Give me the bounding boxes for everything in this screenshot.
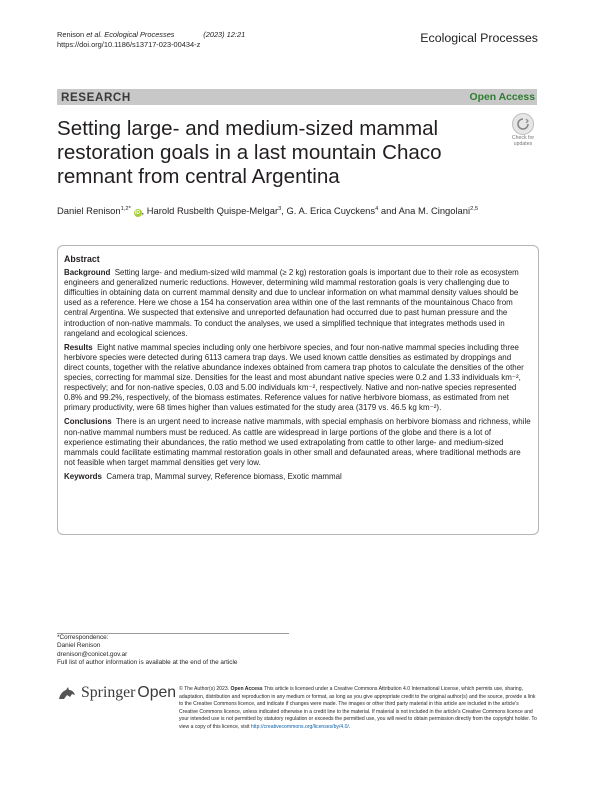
author-name: Ana M. Cingolani [398,205,471,216]
abstract-background [64,268,532,339]
author-separator: , [281,205,287,216]
citation-year-volume: (2023) 12:21 [203,30,246,39]
author-name: Harold Rusbelth Quispe-Melgar [146,205,279,216]
badge-line2: updates [513,140,533,147]
correspondence-block [57,634,237,668]
orcid-icon[interactable]: iD [135,210,141,216]
article-type-label: RESEARCH [61,90,131,104]
author-affiliation: 4 [375,205,379,212]
conclusions-text: There is an urgent need to increase native mammals, with special emphasis on herbivore biomass and richness, while non-native mammal numbers must be reduced. As cattle are widespread in large portions of the globe and there is a lot of experience estimating their abundances, the ratio method we used extrapolating from cattle to other large- and medium-sized mammals could facilitate estimating mammal restoration goals in other small and defaunated areas, where traditional methods are not feasible when target mammal densities get very low. [64,417,531,467]
citation-author: Renison [57,30,85,39]
author-list [57,205,537,217]
doi-link[interactable]: https://doi.org/10.1186/s13717-023-00434-z [57,39,201,49]
keywords-text: Camera trap, Mammal survey, Reference biomass, Exotic mammal [106,471,342,481]
license-end: . [348,723,351,730]
abstract-keywords [64,472,532,482]
author-affiliation: 1,2* [120,205,131,212]
copyright-text: © The Author(s) 2023. [179,686,230,692]
license-url-link[interactable]: http://creativecommons.org/licenses/by/4.0/ [250,723,349,730]
publisher-logo [57,684,176,702]
author-name: G. A. Erica Cuyckens [286,205,376,216]
publisher-suffix: Open [137,684,177,701]
keywords-label: Keywords [64,471,102,481]
article-type-band [57,89,537,105]
license-text-block [179,686,538,731]
abstract-results [64,343,532,414]
running-header-citation [57,30,245,49]
background-text: Setting large- and medium-sized wild mammal (≥ 2 kg) restoration goals is important due to their role as ecosystem engineers and generalized numeric reductions. However, determining wild mammal restoration goals is very challenging due to difficulties in obtaining data on current mammal density and due to unclear information on what mammal density values should be used as a reference. Here we chose a 154 ha conservation area within one of the last remnants of the mountainous Chaco from central Argentina. We suspected that extensive and unreported defaunation had occurred due to past human pressure and the introduction of non-native mammals. To conduct the analyses, we used a simplified technique that integrates methods used in rangeland and ecological sciences. [64,268,519,338]
article-title: Setting large- and medium-sized mammal restoration goals in a last mountain Chaco remnant from central Argentina [57,117,442,188]
correspondence-label: *Correspondence: [57,634,109,641]
author-affiliation: 3 [278,205,282,212]
open-access-label: Open Access [469,91,535,103]
abstract-box [57,245,539,535]
springer-horse-icon [57,685,77,701]
correspondence-name: Daniel Renison [57,642,101,650]
conclusions-label: Conclusions [64,417,112,427]
correspondence-note: Full list of author information is available at the end of the article [57,659,238,667]
abstract-heading: Abstract [64,254,100,264]
author-separator: and [378,205,399,216]
journal-name: Ecological Processes [420,31,538,45]
author-name: Daniel Renison [57,205,121,216]
publisher-name: Springer [81,684,136,701]
results-text: Eight native mammal species including only one herbivore species, and four non-native mammal species including three herbivore species were detected during 6113 camera trap days. We used known cattle densities as estimated by droppings and direct counts, together with the relative abundance indexes obtained from camera trap photos to calculate the densities of the other species, correcting for mammal size. Densities for the least and most abundant native species were 0.2 and 1.33 individuals km⁻², respectively; and for non-native species, 0.03 and 5.00 individuals km⁻², respectively. Native and non-native species represented 0.8% and 99.2%, respectively, of the biomass estimates. Reference values for native herbivore biomass, as estimated from net primary productivity, were 68 times higher than values estimated for the study area (3179 vs. 46.5 kg km⁻²). [64,342,524,413]
author-affiliation: 2,5 [470,205,479,212]
badge-line1: Check for [511,135,535,141]
abstract-conclusions [64,417,532,467]
check-for-updates-icon [512,113,534,135]
citation-journal: et al. Ecological Processes [86,30,175,39]
check-for-updates-badge[interactable] [509,113,537,149]
background-label: Background [64,268,111,278]
results-label: Results [64,342,93,352]
license-body: This article is licensed under a Creative Commons Attribution 4.0 International License, which permits use, sharing, adaptation, distribution and reproduction in any medium or format, as long as you give appropriate credit to the original author(s) and the source, provide a link to the Creative Commons licence, and indicate if changes were made. The images or other third party material in this article are included in the article's Creative Commons licence, unless indicated otherwise in a credit line to the material. If material is not included in the article's Creative Commons licence and your intended use is not permitted by statutory regulation or exceeds the permitted use, you will need to obtain permission directly from the copyright holder. To view a copy of this licence, visit [179,686,537,730]
author-separator: , [141,205,147,216]
correspondence-email[interactable]: drenison@conicet.gov.ar [57,650,128,658]
license-open-access-label: Open Access [230,686,263,692]
